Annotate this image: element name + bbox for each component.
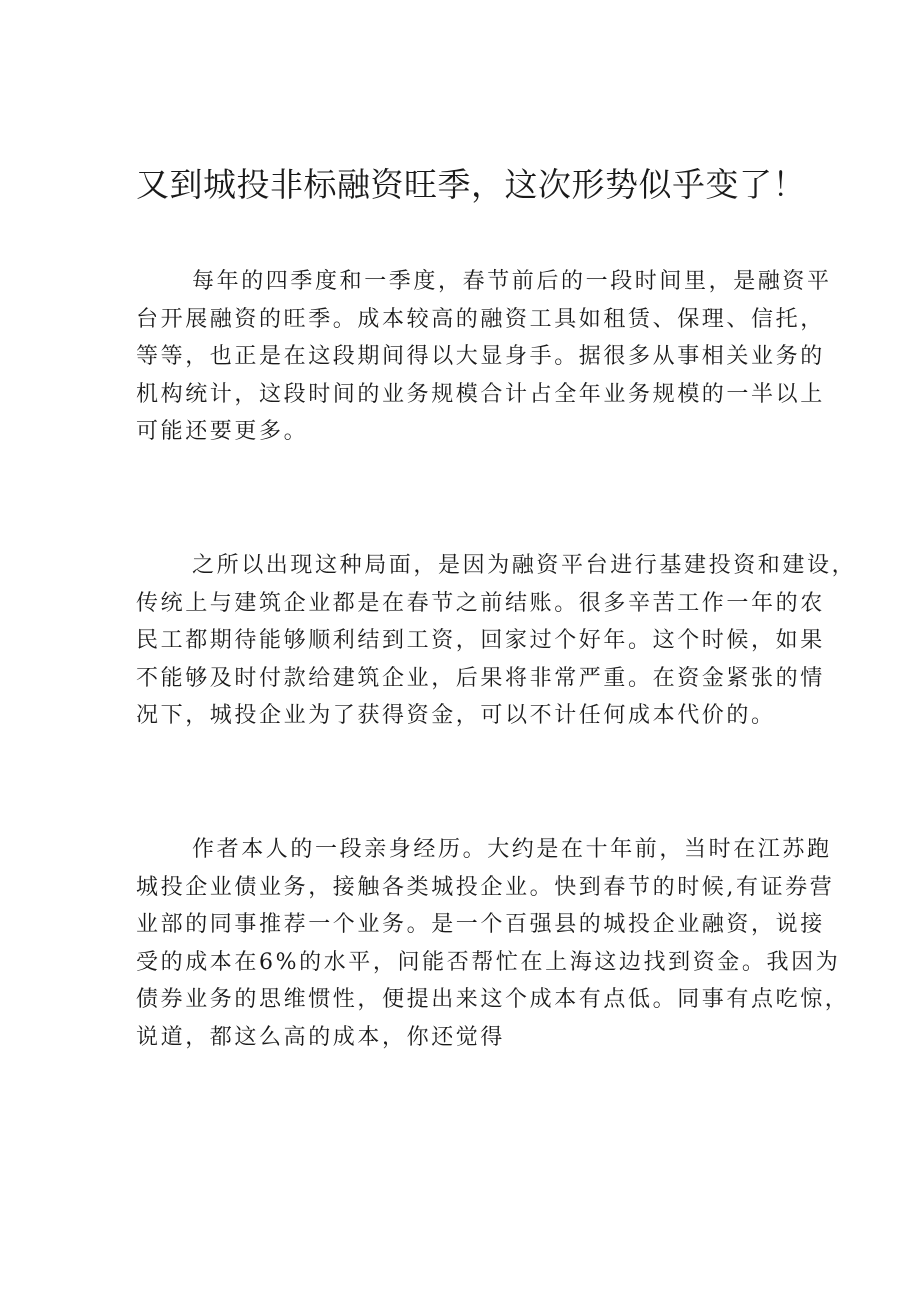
paragraph-line: 民工都期待能够顺利结到工资，回家过个好年。这个时候，如果 [136,628,825,654]
paragraph-1 [136,263,832,451]
paragraph-line: 业部的同事推荐一个业务。是一个百强县的城投企业融资，说接 [136,912,825,938]
paragraph-line: 说道，都这么高的成本，你还觉得 [136,1024,506,1050]
paragraph-line: 每年的四季度和一季度，春节前后的一段时间里，是融资平 [192,269,832,294]
paragraph-3 [136,831,850,1057]
paragraph-line: 况下，城投企业为了获得资金，可以不计任何成本代价的。 [136,703,776,729]
paragraph-line: 机构统计，这段时间的业务规模合计占全年业务规模的一半以上 [136,381,825,407]
paragraph-line: 之所以出现这种局面，是因为融资平台进行基建投资和建设， [192,553,857,578]
paragraph-line: 城投企业债业务，接触各类城投企业。快到春节的时候,有证券营 [136,874,835,900]
paragraph-line: 等等，也正是在这段期间得以大显身手。据很多从事相关业务的 [136,344,825,370]
document-title: 又到城投非标融资旺季，这次形势似乎变了！ [136,165,806,204]
paragraph-line: 台开展融资的旺季。成本较高的融资工具如租赁、保理、信托， [136,306,825,332]
paragraph-2 [136,547,857,735]
paragraph-line: 受的成本在6%的水平，问能否帮忙在上海这边找到资金。我因为 [136,949,841,975]
paragraph-line: 传统上与建筑企业都是在春节之前结账。很多辛苦工作一年的农 [136,590,825,616]
paragraph-line: 不能够及时付款给建筑企业，后果将非常严重。在资金紧张的情 [136,665,825,691]
paragraph-line: 可能还要更多。 [136,419,309,445]
paragraph-line: 债券业务的思维惯性，便提出来这个成本有点低。同事有点吃惊， [136,987,850,1013]
paragraph-line: 作者本人的一段亲身经历。大约是在十年前，当时在江苏跑 [192,837,832,862]
